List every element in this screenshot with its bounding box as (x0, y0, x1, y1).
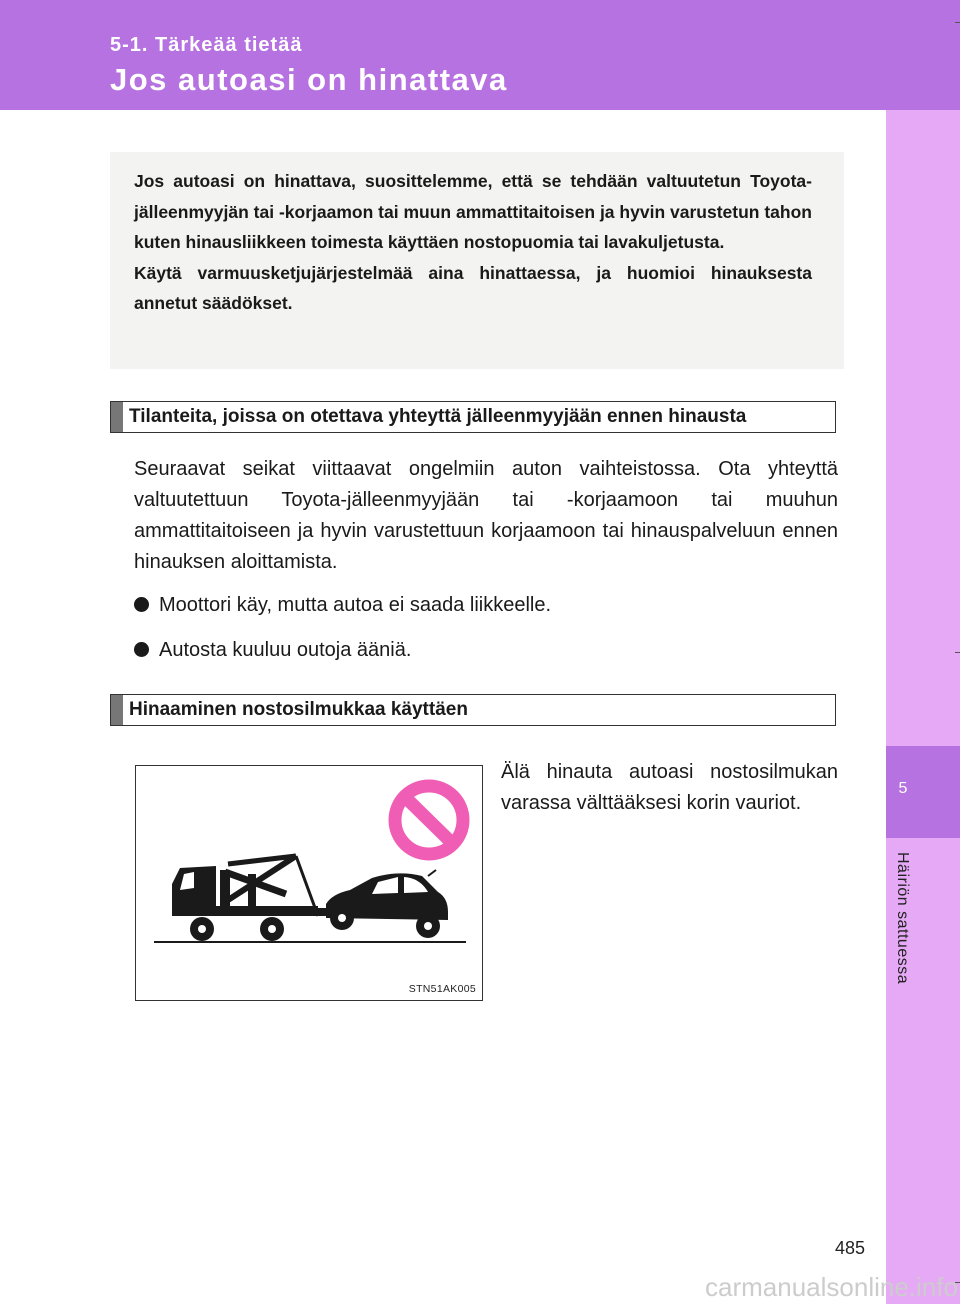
page-number: 485 (835, 1238, 866, 1258)
figure-code: STN51AK005 (408, 983, 476, 995)
bullet-icon (134, 642, 149, 657)
section-heading: Tilanteita, joissa on otettava yhteyttä jälleenmyyjään ennen hinausta (129, 406, 747, 427)
tow-truck-icon (172, 856, 328, 941)
list-item-text: Moottori käy, mutta autoa ei saada liikkeelle. (159, 594, 552, 616)
chapter-name: Häiriön sattuessa (894, 852, 911, 985)
car-icon (326, 870, 448, 938)
bullet-icon (134, 597, 149, 612)
margin-tick (955, 22, 960, 23)
intro-box (110, 152, 844, 369)
section-heading: Hinaaminen nostosilmukkaa käyttäen (129, 699, 468, 720)
prohibition-icon (395, 786, 463, 854)
towing-illustration (135, 765, 483, 1001)
list-item (134, 636, 411, 664)
figure-description: Älä hinauta autoasi nostosilmukan varassa välttääksesi korin vauriot. (501, 761, 838, 814)
side-strip (886, 110, 960, 1304)
margin-tick (955, 652, 960, 653)
list-item-text: Autosta kuuluu outoja ääniä. (159, 639, 412, 661)
list-item (134, 591, 551, 619)
section-label: 5-1. Tärkeää tietää (110, 34, 303, 56)
intro-paragraph: Jos autoasi on hinattava, suosittelemme, että se tehdään valtuutetun Toyota-jälleenmyyjän tai -korjaamon tai muun ammattitaitoisen ja hyvin varustetun tahon kuten hinausliikkeen toimesta käyttäen nostopuomia tai lavakuljetusta. (134, 171, 812, 252)
watermark: carmanualsonline.info (705, 1272, 958, 1302)
page-header (0, 0, 960, 110)
section-heading-bar (110, 694, 836, 726)
section-heading-bar (110, 401, 836, 433)
tow-truck-illustration (136, 766, 482, 1000)
section-body: Seuraavat seikat viittaavat ongelmiin auton vaihteistossa. Ota yhteyttä valtuutettuun Toyota-jälleenmyyjään tai -korjaamoon tai muuhun ammattitaitoiseen ja hyvin varustettuun korjaamoon tai hinauspalveluun ennen hinauksen aloittamista. (134, 458, 838, 573)
intro-paragraph: Käytä varmuusketjujärjestelmää aina hinattaessa, ja huomioi hinauksesta annetut säädökset. (134, 262, 812, 313)
page-title: Jos autoasi on hinattava (110, 62, 508, 97)
chapter-number: 5 (898, 780, 908, 797)
